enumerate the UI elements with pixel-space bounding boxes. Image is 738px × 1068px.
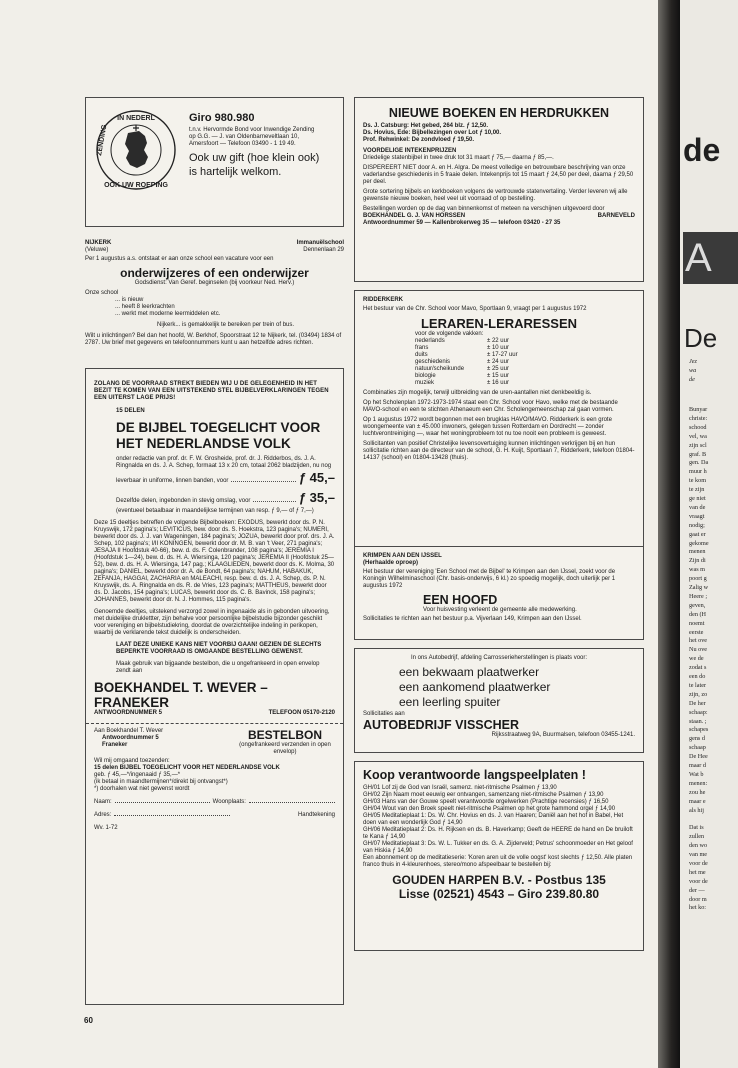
subject-hours: ± 24 uur	[487, 359, 509, 365]
bestelbon-wil: Wil mij omgaand toezenden:	[94, 758, 170, 764]
subject-name: biologie	[415, 373, 436, 379]
krimpen-sub: (Herhaalde oproep)	[363, 560, 419, 566]
nijkerk-feature: ... is nieuw	[115, 297, 144, 303]
krimpen-intro: Het bestuur der vereniging 'Een School met de Bijbel' te Krimpen aan den IJssel, zoekt voor de Koningin Wilhelminaschool (Chr. basis-onderwijs, 6 kl.) zo spoedig mogelijk, doch uiterlijk per 1 augustus 1972	[363, 569, 616, 589]
nijkerk-region: (Veluwe)	[85, 247, 109, 253]
gouden-harpen-contact: Lisse (02521) 4543 – Giro 239.80.80	[398, 887, 600, 901]
right-text-line: van me	[689, 851, 708, 858]
right-text-line: zullen	[689, 833, 705, 841]
right-text-line: poort g	[689, 575, 707, 583]
disperseert-line: DISPEREERT NIET door A. en H. Algra. De meest volledige en betrouwbare beschrijving van onze vaderlandse geschiedenis in 5 fraaie delen. Intekenprijs tot 15 maart ƒ 24,50 per deel, daarna ƒ 29,50 per deel.	[363, 165, 634, 185]
ridderkerk-text: Sollicitanten van positief Christelijke levensovertuiging kunnen inlichtingen verkrijgen bij en hun sollicitatie richten aan de directeur van de school, G. H. Kuijt, Sportlaan 7, Ridderkerk, telefoon 01804-14137 (school) en 01804-13428 (thuis).	[363, 441, 635, 461]
bijbel-price-line: Dezelfde delen, ingebonden in stevig omslag, voor	[116, 498, 251, 504]
right-text-line: ge niet	[689, 495, 706, 502]
right-text-line: voor de	[689, 877, 708, 885]
nijkerk-school-line: Onze school	[85, 290, 119, 296]
right-text-line: het ove	[689, 637, 708, 645]
right-text-line: een do	[689, 673, 706, 680]
right-text-line: Zalig w	[689, 584, 709, 591]
bijbel-warning: LAAT DEZE UNIEKE KANS NIET VOORBIJ GAAN! GEZIEN DE SLECHTS BEPERKTE VOORRAAD IS OMGAANDE BESTELLING GEWENST.	[116, 642, 322, 655]
visscher-advert	[354, 648, 644, 753]
right-text-line: voor de	[689, 859, 708, 867]
magazine-page-right	[680, 0, 738, 1068]
visscher-intro: In ons Autobedrijf, afdeling Carrosserieherstellingen is plaats voor:	[410, 655, 588, 661]
visscher-job: een aankomend plaatwerker	[399, 680, 551, 694]
ridderkerk-place: RIDDERKERK	[363, 297, 404, 303]
bijbel-phone: TELEFOON 05170-2120	[268, 710, 335, 716]
giro-line: Amersfoort — Telefoon 03490 - 1 19 49.	[189, 141, 296, 147]
subject-row	[415, 338, 635, 345]
woonplaats-field[interactable]	[249, 802, 335, 803]
right-text-line: Bunyar	[689, 406, 708, 413]
svg-text:ZENDING: ZENDING	[96, 124, 109, 157]
bestelbon-strike: *) doorhalen wat niet gewenst wordt	[94, 786, 190, 792]
right-text-line: maar e	[689, 797, 706, 805]
horssen-antwoord: Antwoordnummer 59 — Kallenbrokerweg 35 — telefoon 03420 - 27 35	[363, 220, 561, 226]
subject-row	[415, 380, 635, 387]
page-number: 60	[84, 1016, 93, 1025]
bijbel-antwoord: ANTWOORDNUMMER 5	[94, 710, 162, 716]
bijbel-redactie: onder redactie van prof. dr. F. W. Grosheide, prof. dr. J. Ridderbos, ds. J. A. Ringnalda en ds. J. A. Schep, formaat 13 x 20 cm, totaal 2062 bladzijden, nu nog	[116, 456, 332, 469]
right-text-line: graf. B	[689, 450, 707, 458]
giro-number: Giro 980.980	[189, 112, 255, 124]
right-text-line: menen	[689, 548, 706, 556]
right-heading: de	[683, 132, 721, 168]
subject-name: frans	[415, 345, 429, 351]
record-item: GH/03 Hans van der Gouwe speelt verantwoorde orgelwerken (Prachtige recensies) ƒ 16,50	[363, 799, 609, 805]
right-text-line: der —	[689, 886, 705, 894]
right-text-line: noemt	[689, 619, 705, 627]
right-section: De	[684, 323, 718, 353]
adres-label: Adres:	[94, 812, 112, 818]
right-text-line: De Hee	[689, 753, 708, 761]
bestelbon-sub: (ongefrankeerd verzenden in open envelop)	[239, 742, 331, 755]
giro-slogan: Ook uw gift (hoe klein ook)	[189, 152, 320, 164]
subject-name: muziek	[415, 380, 435, 386]
subject-hours: ± 15 uur	[487, 373, 509, 379]
right-dark-block	[683, 232, 738, 284]
right-big-letter: A	[685, 236, 712, 280]
right-text-line: den wo	[689, 842, 708, 850]
record-item: GH/07 Meditatieplaat 3: Ds. W. L. Tukker en ds. G. A. Zijderveld; Petrus' schoonmoeder en Het geloof van Hiskia ƒ 14,90	[363, 841, 633, 854]
sortering-line: Grote sortering bijbels en kerkboeken volgens de vertrouwde statenvertaling. Verder leveren wij alle gewenste nieuwe boeken, heel veel uit voorraad of op bestelling.	[363, 189, 628, 202]
book-item: Ds. J. Catsburg: Het gebed, 264 blz. ƒ 12,50.	[363, 123, 489, 129]
bijbel-contents: Deze 15 deeltjes betreffen de volgende Bijbelboeken: EXODUS, bewerkt door ds. P. N. Kruyswijk, 172 pagina's; LEVITICUS, bew. door ds. S. Hoekstra, 123 pagina's; NUMERI, bewerkt door ds. J. J. van Wageningen, 184 pagina's; JOZUA, bewerkt door prof. drs. J. A. Schep, 102 pagina's; I/II KONINGEN, bewerkt door dr. M. B. van 't Veer, 271 pagina's; JESAJA II Hoofdstuk 40-66), bew. d. ds. F. Colenbrander, 108 pagina's; JEREMIA I (Hoofdstuk 1—24), bew. d. ds. H. A. Wiersinga, 120 pagina's; JEREMIA II (Hoofdstuk 25—52), bew. d. ds. H. A. Wiersinga, 147 pag.; KLAAGLIEDEN, bewerkt door ds. K. Molma, 30 pagina's; DANIEL, bewerkt door dr. A. de Bondt, 64 pagina's; NAHUM, HABAKUK, ZEFANJA, HAGGAI, ZACHARIA en MALEACHI, resp. bew. d. ds. J. A. Schep, ds. P. N. Kruyswijk, ds. A. Ringnalda en ds. R. de Vries, 123 pagina's; MATTHEUS, bewerkt door ds. D. Jacobs, 154 pagina's; LUCAS, bewerkt door ds. C. B. Bavinck, 158 pagina's; JOHANNES, bewerkt door dr. N. J. Hommes, 115 pagina's.	[94, 520, 335, 603]
right-text-line: maar d	[689, 762, 707, 769]
bijbel-title: DE BIJBEL TOEGELICHT VOOR	[116, 420, 321, 435]
nijkerk-headline: onderwijzeres of een onderwijzer	[120, 266, 309, 280]
bestelbon-form	[94, 728, 335, 832]
right-text-line: vraagt	[689, 512, 705, 520]
subject-row	[415, 352, 635, 359]
visscher-soll: Sollicitaties aan	[363, 711, 405, 717]
giro-line: t.n.v. Hervormde Bond voor Inwendige Zending	[189, 127, 315, 133]
langspeel-title: Koop verantwoorde langspeelplaten !	[363, 768, 586, 782]
right-italic: de	[689, 376, 695, 383]
statenbijbel-line: Driedelige statenbijbel in twee druk tot 31 maart ƒ 75,— daarna ƒ 85,—.	[363, 155, 554, 161]
right-text-line: nodig;	[689, 521, 705, 529]
subject-name: duits	[415, 352, 428, 358]
right-text-line: Zijn di	[689, 557, 706, 565]
bestelbon-code: Wv. 1-72	[94, 825, 118, 831]
gouden-harpen-company: GOUDEN HARPEN B.V. - Postbus 135	[392, 873, 606, 887]
subject-hours: ± 17-27 uur	[487, 352, 518, 358]
bestelbon-to: Antwoordnummer 5	[102, 735, 159, 741]
voordelige-heading: VOORDELIGE INTEKENPRIJZEN	[363, 148, 457, 154]
nieuwe-boeken-advert	[354, 97, 644, 282]
subject-name: geschiedenis	[415, 359, 451, 365]
subject-name: nederlands	[415, 338, 445, 344]
nijkerk-denomination: Godsdienst: Van Geref. beginselen (bij voorkeur Ned. Herv.)	[134, 280, 295, 286]
horssen-place: BARNEVELD	[597, 213, 635, 219]
right-text-line: gens d	[689, 735, 705, 743]
svg-text:IN NEDERL: IN NEDERL	[117, 115, 155, 122]
adres-field[interactable]	[114, 815, 230, 816]
right-text-line: door m	[689, 895, 707, 903]
right-text-line: schaap	[689, 744, 706, 752]
nieuwe-boeken-title: NIEUWE BOEKEN EN HERDRUKKEN	[388, 106, 610, 120]
right-text-line: Heere ;	[689, 592, 708, 600]
right-text-line: zijn scl	[689, 441, 707, 449]
nijkerk-info: Wilt u inlichtingen? Bel dan het hoofd, W. Berkhof, Spoorstraat 12 te Nijkerk, tel. (03494) 1834 of 2787. Uw brief met gegevens en telefoonnummers kunt u aan hetzelfde adres richten.	[85, 333, 342, 346]
right-text-line: vel, wa	[689, 432, 707, 440]
subject-row	[415, 345, 635, 352]
bestellingen-line: Bestellingen worden op de dag van binnenkomst of meteen na verschijnen uitgevoerd door	[363, 206, 605, 212]
right-text-line: zou he	[689, 788, 706, 796]
bijbel-toegelicht-advert	[85, 368, 344, 1005]
right-text-line: schapes	[689, 726, 709, 734]
right-text-line: van de	[689, 503, 706, 511]
bijbel-description: Genoemde deeltjes, uitstekend verzorgd zowel in ingenaaide als in gebonden uitvoering, met duidelijke druklettter, zijn behalve voor persoonlijke bijbelstudie bijzonder geschikt voor vereniging en bijbelstudiekring, doordat de overzichtelijke indeling in perikopen, waarbij de verklarende tekst duidelijk is onderscheiden.	[94, 609, 330, 636]
record-item: GH/04 Wout van den Broek speelt niet-ritmische Psalmen op het grote hammond orgel ƒ 14,90	[363, 806, 616, 812]
bestelbon-to: Aan Boekhandel T. Wever	[94, 728, 164, 734]
nijkerk-feature: ... werkt met moderne leermiddelen etc.	[115, 311, 221, 317]
record-item: GH/06 Meditatieplaat 2: Ds. H. Rijksen en ds. B. Haverkamp; Geeft de HEERE de hand en De bruiloft te Kana ƒ 14,90	[363, 827, 633, 840]
nijkerk-place: NIJKERK	[85, 240, 112, 246]
naam-field[interactable]	[115, 802, 210, 803]
visscher-job: een bekwaam plaatwerker	[399, 665, 540, 679]
giro-advert	[85, 97, 344, 227]
bijbel-price-line: leverbaar in uniforme, linnen banden, voor	[116, 478, 229, 484]
bestelbon-order: 15 delen BIJBEL TOEGELICHT VOOR HET NEDERLANDSE VOLK	[94, 765, 280, 771]
woonplaats-label: Woonplaats:	[212, 799, 246, 805]
record-item: GH/02 Zijn Naam moet eeuwig eer ontvangen, samenzang niet-ritmische Psalmen ƒ 13,90	[363, 792, 604, 798]
zending-stamp-logo	[95, 109, 177, 191]
ridderkerk-krimpen-advert	[354, 290, 644, 547]
right-text-line: was m	[689, 566, 705, 574]
bijbel-title: HET NEDERLANDSE VOLK	[116, 436, 291, 451]
right-text-line: gen. Da	[689, 459, 709, 467]
ridderkerk-text: Combinaties zijn mogelijk, terwijl uitbreiding van de uren-aantallen niet denkbeeldig is.	[363, 390, 592, 396]
book-item: Prof. Rehwinkel: De zondvloed ƒ 19,50.	[363, 137, 475, 143]
stamp-icon	[95, 109, 177, 191]
right-text-line: we de	[689, 655, 704, 663]
nijkerk-address: Dennenlaan 29	[303, 247, 344, 253]
bijbel-delen: 15 DELEN	[116, 408, 145, 414]
subject-row	[415, 359, 635, 366]
subject-hours: ± 22 uur	[487, 338, 509, 344]
right-text-line: gaat er	[689, 530, 706, 538]
krimpen-woning: Voor huisvesting verleent de gemeente alle medewerking.	[423, 607, 577, 613]
right-text-line: Nu ove	[689, 646, 708, 654]
right-italic: Jez	[689, 358, 697, 365]
krimpen-place: KRIMPEN AAN DEN IJSSEL	[363, 553, 442, 559]
nijkerk-feature: ... heeft 8 leerkrachten	[115, 304, 175, 310]
langspeel-abonnement: Een abonnement op de meditatieserie: 'Koren aren uit de volle oogst' kost slechts ƒ 12,50. Alle platen franco thuis in 4-kleurenhoes, stereo/mono afspeelbaar te bestellen bij:	[363, 855, 633, 868]
right-text-line: geven,	[689, 601, 706, 609]
bestelbon-to: Franeker	[102, 742, 128, 748]
giro-slogan: is hartelijk welkom.	[189, 166, 282, 178]
right-text-line: De her	[689, 699, 706, 707]
bijbel-termijn: (eventueel betaalbaar in maandelijkse termijnen van resp. ƒ 9,— of ƒ 7,—)	[116, 508, 314, 514]
right-text-line: menen:	[689, 779, 708, 787]
horssen-shop: BOEKHANDEL G. J. VAN HORSSEN	[363, 213, 466, 219]
bijbel-price: ƒ 35,–	[298, 490, 335, 505]
right-text-line: te later	[689, 681, 707, 689]
right-text-line: het me	[689, 868, 706, 876]
ridderkerk-headline: LERAREN-LERARESSEN	[420, 316, 577, 331]
nijkerk-intro: Per 1 augustus a.s. ontstaat er aan onze school een vacature voor een	[85, 256, 274, 262]
right-text-line: schood	[689, 423, 707, 431]
right-text-line: Wat b	[689, 770, 704, 778]
right-text-line: eerste	[689, 628, 704, 636]
bestelbon-title: BESTELBON	[247, 728, 322, 742]
right-text-line: christe:	[689, 414, 708, 422]
bijbel-intro: ZOLANG DE VOORRAAD STREKT BIEDEN WIJ U DE GELEGENHEID IN HET BEZIT TE KOMEN VAN EEN UITSTEKEND STEL BIJBELVERKLARINGEN TEGEN EEN UITERST LAGE PRIJS!	[94, 381, 329, 401]
langspeelplaten-advert	[354, 761, 644, 951]
subject-row	[415, 373, 635, 380]
visscher-address: Rijksstraatweg 9A, Buurmalsen, telefoon 03455-1241.	[491, 732, 635, 738]
bijbel-shop: BOEKHANDEL T. WEVER – FRANEKER	[94, 680, 268, 710]
right-text-line: zodat s	[689, 664, 707, 672]
ridderkerk-text: Op het Scholenplan 1972-1973-1974 staat een Chr. School voor Havo, welke met de bestaande MAVO-school en een te stichten Athenaeum een Chr. Scholengemeenschap zal gaan vormen.	[363, 400, 618, 413]
visscher-job: een leerling spuiter	[399, 695, 501, 709]
subject-row	[415, 366, 635, 373]
visscher-name: AUTOBEDRIJF VISSCHER	[363, 718, 520, 732]
bijbel-order-note: Maak gebruik van bijgaande bestelbon, die u ongefrankeerd in open envelop zendt aan	[116, 661, 320, 674]
right-text-line: het ko:	[689, 904, 707, 912]
right-text-line: muur h	[689, 468, 707, 476]
record-list	[363, 785, 635, 855]
subject-name: natuur/scheikunde	[415, 366, 465, 372]
book-spine-gutter	[658, 0, 680, 1068]
subject-hours: ± 16 uur	[487, 380, 509, 386]
ridderkerk-intro: Het bestuur van de Chr. School voor Mavo, Sportlaan 9, vraagt per 1 augustus 1972	[363, 306, 587, 312]
nijkerk-vacancy	[85, 240, 344, 347]
subjects-list	[415, 331, 635, 387]
bestelbon-pay[interactable]: (ik betaal in maandtermijnen*/direkt bij ontvangst*)	[94, 779, 228, 785]
handtekening-label: Handtekening	[297, 812, 335, 818]
krimpen-advert	[354, 547, 644, 640]
nijkerk-reach: Nijkerk... is gemakkelijk te bereiken per trein of bus.	[157, 322, 295, 328]
right-text-line: te zijn	[689, 486, 705, 494]
subject-hours: ± 25 uur	[487, 366, 509, 372]
right-text-line: Dat is	[689, 824, 704, 832]
right-italic: wa	[689, 367, 697, 374]
right-text-line: staan. ;	[689, 717, 707, 725]
right-text-line: te kom	[689, 477, 707, 485]
krimpen-sollicitatie: Sollicitaties te richten aan het bestuur p.a. Vijverlaan 149, Krimpen aan den IJssel.	[363, 616, 582, 622]
giro-line: op G.G. — J. van Oldenbarneveltlaan 10,	[189, 134, 300, 140]
nijkerk-school: Immanuëlschool	[296, 240, 344, 246]
book-item: Ds. Hovius, Ede: Bijbellezingen over Lot ƒ 10,00.	[363, 130, 502, 136]
right-text-line: als hij	[689, 806, 704, 814]
svg-text:OOK UW ROEPING: OOK UW ROEPING	[104, 182, 168, 189]
naam-label: Naam:	[94, 799, 112, 805]
right-text-line: zijn, zo	[689, 690, 708, 698]
right-text-line: den (H	[689, 610, 707, 618]
subject-hours: ± 10 uur	[487, 345, 509, 351]
bijbel-price: ƒ 45,–	[298, 470, 335, 485]
right-text-line: schaap:	[689, 708, 708, 716]
record-item: GH/01 Lof zij de God van Israël, samenz. niet-ritmische Psalmen ƒ 13,90	[363, 785, 557, 791]
ridderkerk-text: Op 1 augustus 1972 wordt begonnen met een brugklas HAVO/MAVO. Ridderkerk is een grote woongemeente van ± 45.000 inwoners, gelegen tussen Rotterdam en Dordrecht — zonder luchtverontreiniging —, waar het woningprobleem tot nu toe nooit een probleem is geweest.	[363, 417, 612, 437]
record-item: GH/05 Meditatieplaat 1: Ds. W. Chr. Hovius en ds. J. van Haaren; Daniël aan het hof in Babel, Het doen van een wonderlijk God ƒ 14,90	[363, 813, 624, 826]
right-text-line: gekome	[689, 539, 709, 547]
krimpen-headline: EEN HOOFD	[423, 593, 498, 607]
subjects-sub: voor de volgende vakken:	[415, 331, 484, 337]
bestelbon-options[interactable]: geb. ƒ 45,—*/ingenaaid ƒ 35,—*	[94, 772, 181, 778]
